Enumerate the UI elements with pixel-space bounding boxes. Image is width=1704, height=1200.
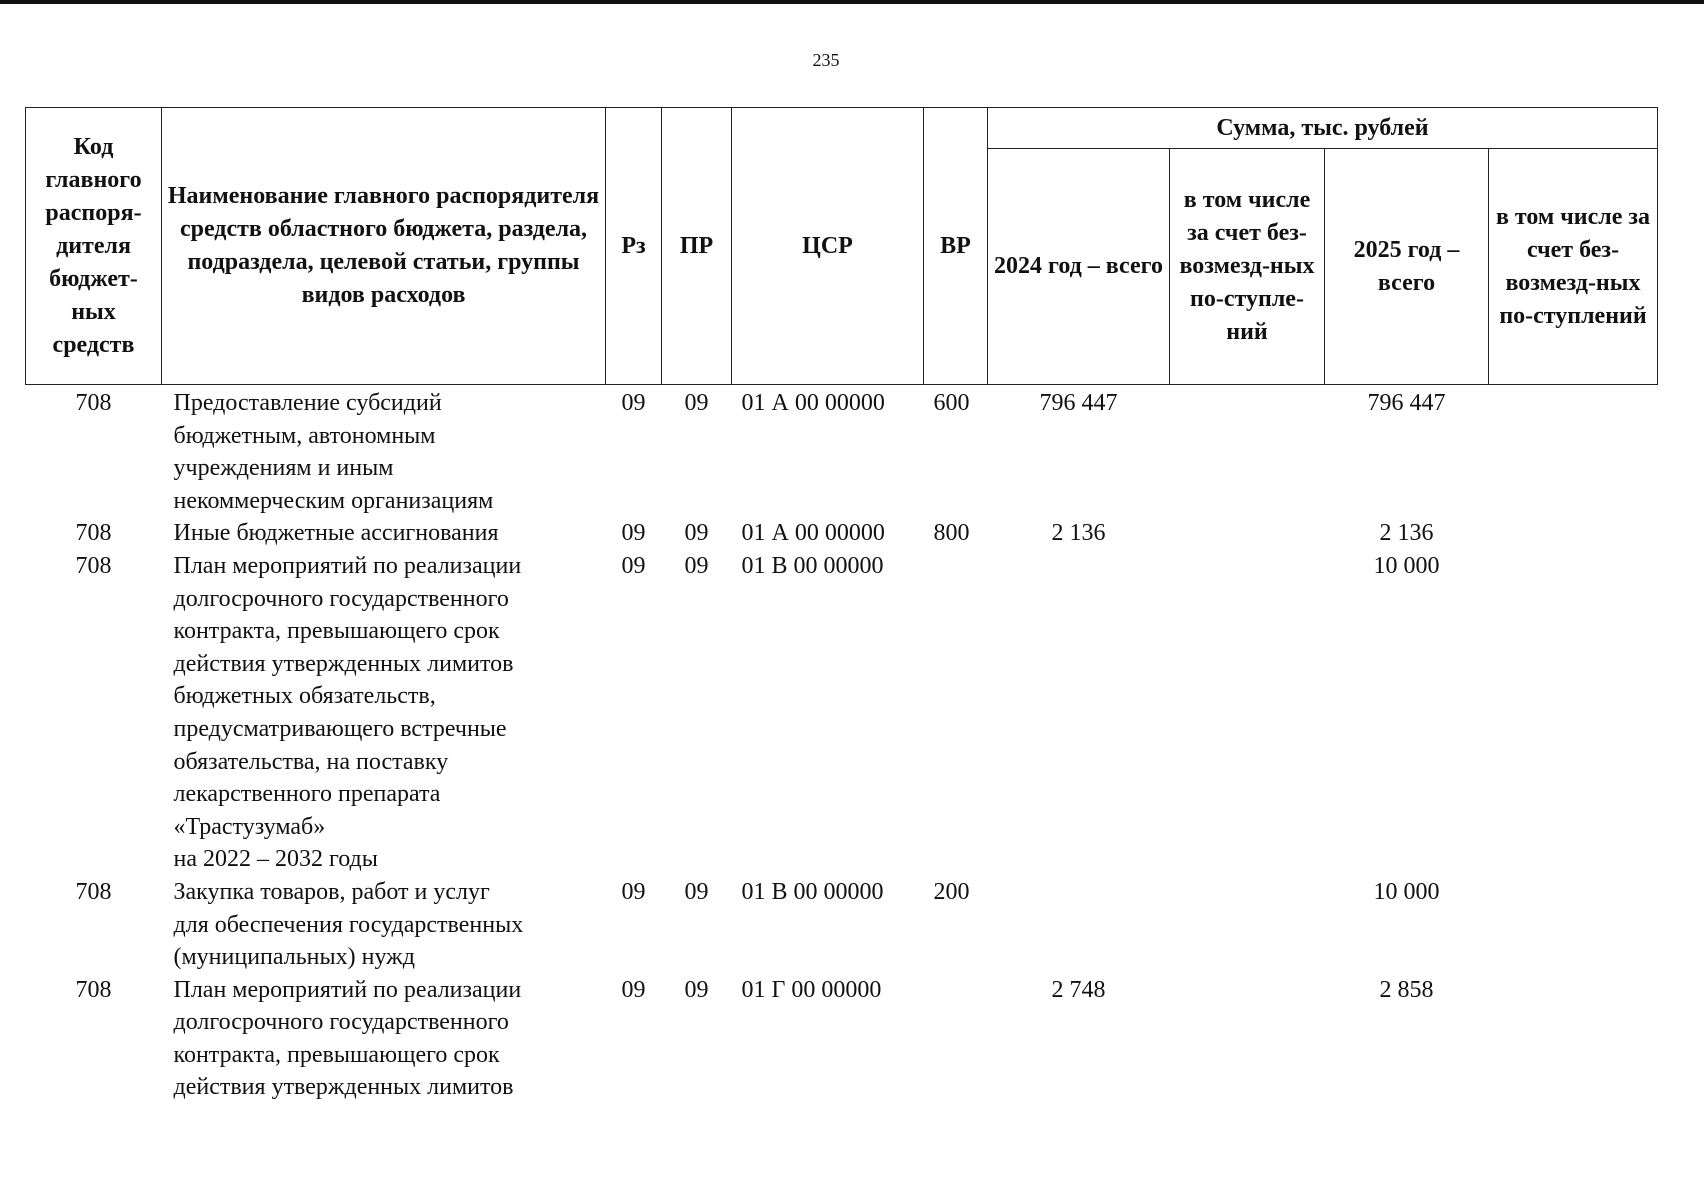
page-number: 235 [812, 50, 840, 70]
cell-2024-gratis [1170, 974, 1325, 1104]
cell-2024-gratis [1170, 517, 1325, 550]
table-row [26, 517, 1658, 550]
col-header-code: Код главного распоря-дителя бюджет-ных средств [26, 108, 162, 385]
col-header-rz: Рз [606, 108, 662, 385]
cell-pr: 09 [684, 976, 709, 1003]
cell-code: 708 [75, 390, 112, 416]
cell-2025-gratis [1489, 550, 1658, 876]
cell-name-line: долгосрочного государственного [173, 585, 509, 612]
col-header-vr: ВР [924, 108, 988, 385]
table-row [26, 550, 1658, 876]
cell-pr: 09 [684, 552, 709, 579]
cell-rz: 09 [621, 390, 646, 416]
cell-name-line: для обеспечения государственных [173, 911, 524, 938]
cell-name [162, 974, 606, 1104]
cell-name-line: некоммерческим организациям [173, 487, 494, 514]
cell-csr: 01 В 00 00000 [741, 878, 884, 905]
cell-rz: 09 [621, 552, 646, 579]
cell-name-line: контракта, превышающего срок [173, 1041, 500, 1068]
page-top-border [0, 0, 1704, 4]
cell-name-line: План мероприятий по реализации [173, 552, 522, 579]
cell-rz: 09 [621, 520, 646, 547]
cell-name-line: действия утвержденных лимитов [173, 1074, 514, 1101]
cell-2025-total: 796 447 [1367, 390, 1446, 416]
cell-vr: 800 [933, 520, 970, 547]
cell-vr [924, 974, 988, 1104]
cell-csr: 01 А 00 00000 [741, 390, 885, 416]
col-header-sum: Сумма, тыс. рублей [988, 108, 1658, 149]
cell-name-line: долгосрочного государственного [173, 1009, 509, 1036]
col-header-2025-gratis: в том числе за счет без-возмезд-ных по-ступлений [1489, 149, 1658, 385]
cell-2024-gratis [1170, 876, 1325, 974]
col-header-2025-total: 2025 год – всего [1325, 149, 1489, 385]
table-row [26, 876, 1658, 974]
table-row [26, 974, 1658, 1104]
cell-csr: 01 Г 00 00000 [741, 976, 882, 1003]
cell-name-line: Иные бюджетные ассигнования [173, 520, 499, 547]
cell-name-line: Закупка товаров, работ и услуг [173, 878, 490, 905]
cell-2025-gratis [1489, 974, 1658, 1104]
cell-name-line: лекарственного препарата [173, 781, 441, 808]
cell-name [162, 876, 606, 974]
cell-pr: 09 [684, 520, 709, 547]
cell-code: 708 [75, 552, 112, 579]
cell-2025-total: 2 136 [1379, 520, 1434, 547]
cell-vr [924, 550, 988, 876]
cell-csr: 01 А 00 00000 [741, 520, 885, 547]
cell-name-line: предусматривающего встречные [173, 715, 507, 742]
cell-2024-total: 2 136 [1051, 520, 1106, 547]
cell-vr: 600 [933, 390, 970, 416]
col-header-name: Наименование главного распорядителя средств областного бюджета, раздела, подраздела, целевой статьи, группы видов расходов [162, 108, 606, 385]
table-header [26, 108, 1658, 385]
cell-rz: 09 [621, 976, 646, 1003]
cell-2024-total [988, 876, 1170, 974]
col-header-pr: ПР [662, 108, 732, 385]
cell-csr: 01 В 00 00000 [741, 552, 884, 579]
cell-name-line: контракта, превышающего срок [173, 618, 500, 645]
cell-name-line: бюджетных обязательств, [173, 683, 436, 710]
col-header-2024-total: 2024 год – всего [988, 149, 1170, 385]
cell-2024-gratis [1170, 550, 1325, 876]
cell-2024-total: 2 748 [1051, 976, 1106, 1003]
cell-name-line: обязательства, на поставку [173, 748, 449, 775]
cell-code: 708 [75, 878, 112, 905]
col-header-2024-gratis: в том числе за счет без-возмезд-ных по-ступле-ний [1170, 149, 1325, 385]
cell-pr: 09 [684, 878, 709, 905]
cell-code: 708 [75, 520, 112, 547]
cell-name [162, 517, 606, 550]
cell-name-line: действия утвержденных лимитов [173, 650, 514, 677]
cell-name-line: План мероприятий по реализации [173, 976, 522, 1003]
cell-code: 708 [75, 976, 112, 1003]
cell-rz: 09 [621, 878, 646, 905]
cell-2025-gratis [1489, 876, 1658, 974]
cell-name [162, 385, 606, 518]
cell-name [162, 550, 606, 876]
cell-2025-gratis [1489, 385, 1658, 518]
cell-2024-total [988, 550, 1170, 876]
cell-pr: 09 [684, 390, 709, 416]
cell-name-line: на 2022 – 2032 годы [173, 846, 378, 873]
cell-2024-gratis [1170, 385, 1325, 518]
cell-2025-gratis [1489, 517, 1658, 550]
cell-name-line: учреждениям и иным [173, 455, 394, 482]
col-header-csr: ЦСР [732, 108, 924, 385]
cell-name-line: бюджетным, автономным [173, 422, 436, 449]
cell-name-line: «Трастузумаб» [173, 813, 326, 840]
cell-2025-total: 10 000 [1373, 878, 1440, 905]
cell-vr: 200 [933, 878, 970, 905]
cell-name-line: Предоставление субсидий [173, 390, 442, 416]
table-row [26, 385, 1658, 518]
table-body [26, 385, 1658, 1105]
cell-2025-total: 2 858 [1379, 976, 1434, 1003]
budget-table [25, 107, 1658, 1104]
cell-2025-total: 10 000 [1373, 552, 1440, 579]
cell-2024-total: 796 447 [1039, 390, 1118, 416]
cell-name-line: (муниципальных) нужд [173, 944, 415, 971]
